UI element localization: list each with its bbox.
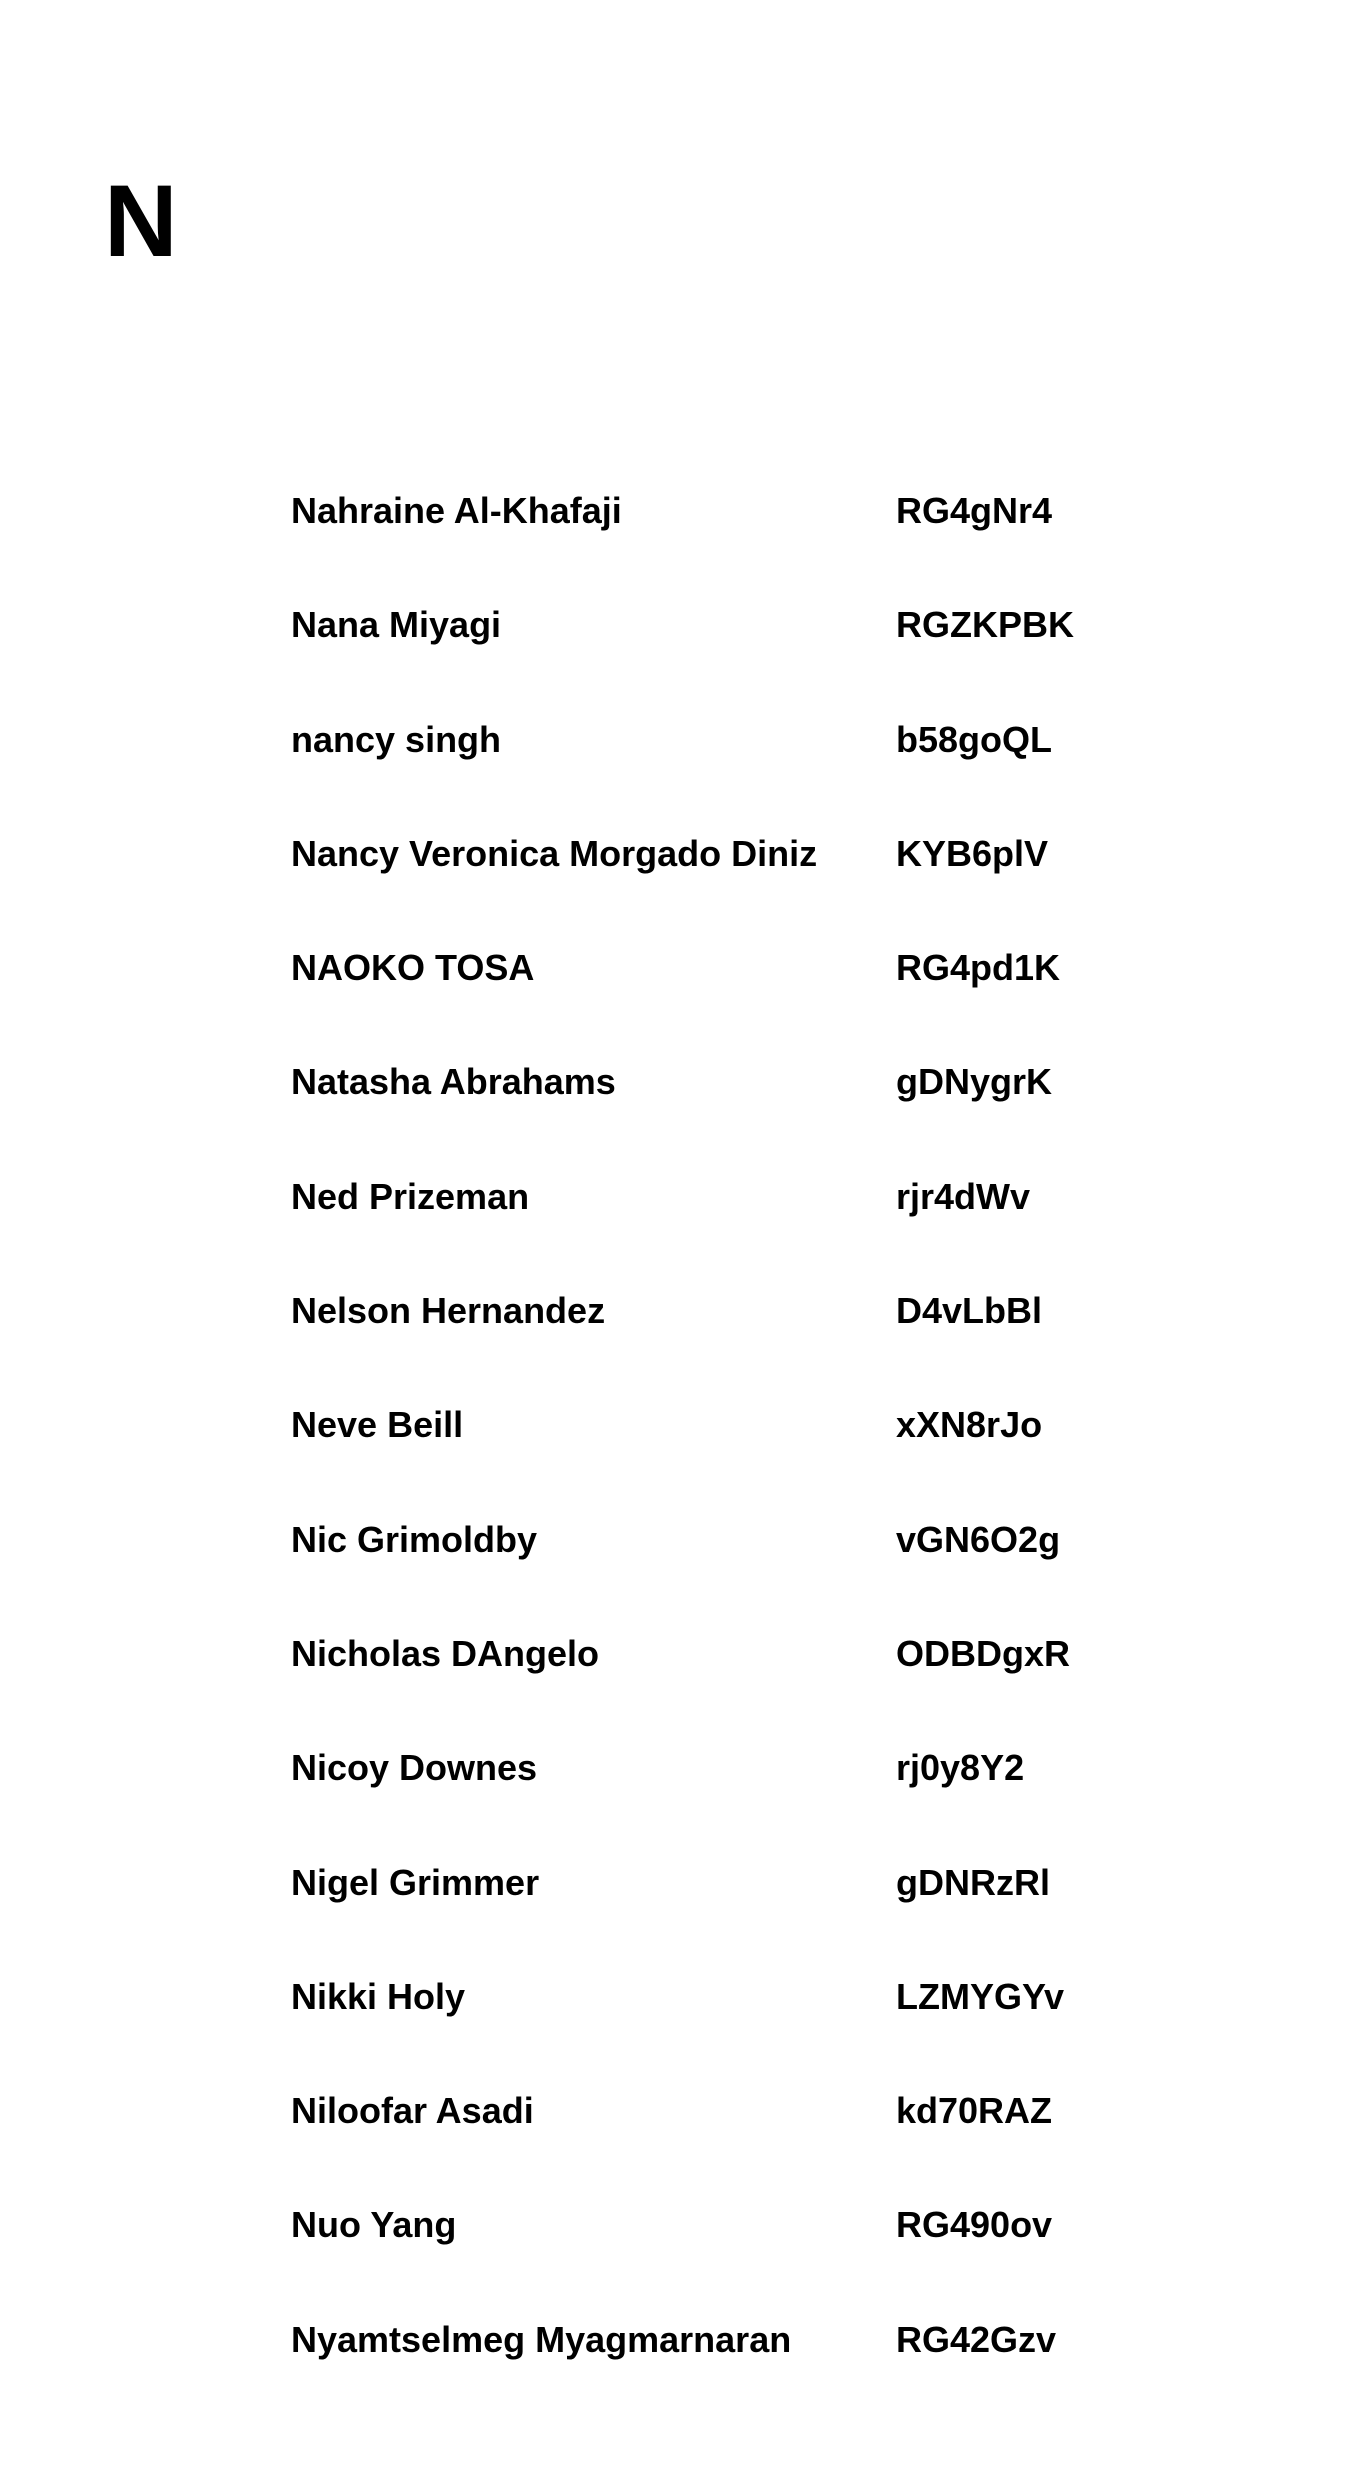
list-item <box>291 1173 1291 1287</box>
entry-name: Ned Prizeman <box>291 1175 530 1217</box>
entry-code: LZMYGYv <box>896 1975 1065 2017</box>
entry-name: Niloofar Asadi <box>291 2090 534 2132</box>
list-item <box>291 1859 1291 1973</box>
list-item <box>291 487 1291 601</box>
list-item <box>291 1744 1291 1858</box>
entry-code: RG490ov <box>896 2204 1053 2246</box>
list-item <box>291 2316 1291 2430</box>
entry-name: nancy singh <box>291 718 502 760</box>
list-item <box>291 1973 1291 2087</box>
list-item <box>291 1287 1291 1401</box>
entry-name: Nyamtselmeg Myagmarnaran <box>291 2318 792 2360</box>
entry-code: vGN6O2g <box>896 1518 1061 1560</box>
entry-name: NAOKO TOSA <box>291 947 535 989</box>
entry-code: rjr4dWv <box>896 1175 1031 1217</box>
name-code-list <box>291 487 1291 2430</box>
entry-name: Nuo Yang <box>291 2204 457 2246</box>
entry-name: Nahraine Al-Khafaji <box>291 490 622 531</box>
entry-name: Nelson Hernandez <box>291 1290 606 1332</box>
section-letter-heading: N <box>104 164 178 278</box>
entry-name: Nigel Grimmer <box>291 1861 540 1903</box>
list-item <box>291 601 1291 715</box>
entry-code: RG4pd1K <box>896 947 1061 989</box>
entry-name: Neve Beill <box>291 1404 464 1446</box>
entry-code: gDNRzRl <box>896 1861 1050 1903</box>
list-item <box>291 1058 1291 1172</box>
list-item <box>291 1516 1291 1630</box>
entry-code: b58goQL <box>896 718 1053 760</box>
list-item <box>291 716 1291 830</box>
entry-name: Nic Grimoldby <box>291 1518 538 1560</box>
list-item <box>291 2087 1291 2201</box>
entry-name: Nana Miyagi <box>291 604 502 646</box>
entry-code: ODBDgxR <box>896 1632 1071 1674</box>
list-item <box>291 2201 1291 2315</box>
entry-name: Nikki Holy <box>291 1975 466 2017</box>
entry-code: RGZKPBK <box>896 604 1074 646</box>
entry-code: rj0y8Y2 <box>896 1747 1025 1789</box>
entry-code: gDNygrK <box>896 1061 1053 1103</box>
entry-code: kd70RAZ <box>896 2090 1053 2132</box>
entry-code: xXN8rJo <box>896 1404 1043 1446</box>
entry-name: Nicholas DAngelo <box>291 1632 600 1674</box>
entry-code: RG4gNr4 <box>896 490 1053 531</box>
list-item <box>291 1401 1291 1515</box>
list-item <box>291 830 1291 944</box>
entry-name: Nicoy Downes <box>291 1747 538 1789</box>
entry-code: RG42Gzv <box>896 2318 1057 2360</box>
list-item <box>291 1630 1291 1744</box>
entry-code: D4vLbBl <box>896 1290 1043 1332</box>
entry-code: KYB6plV <box>896 832 1049 874</box>
entry-name: Natasha Abrahams <box>291 1061 616 1103</box>
entry-name: Nancy Veronica Morgado Diniz <box>291 832 818 874</box>
list-item <box>291 944 1291 1058</box>
